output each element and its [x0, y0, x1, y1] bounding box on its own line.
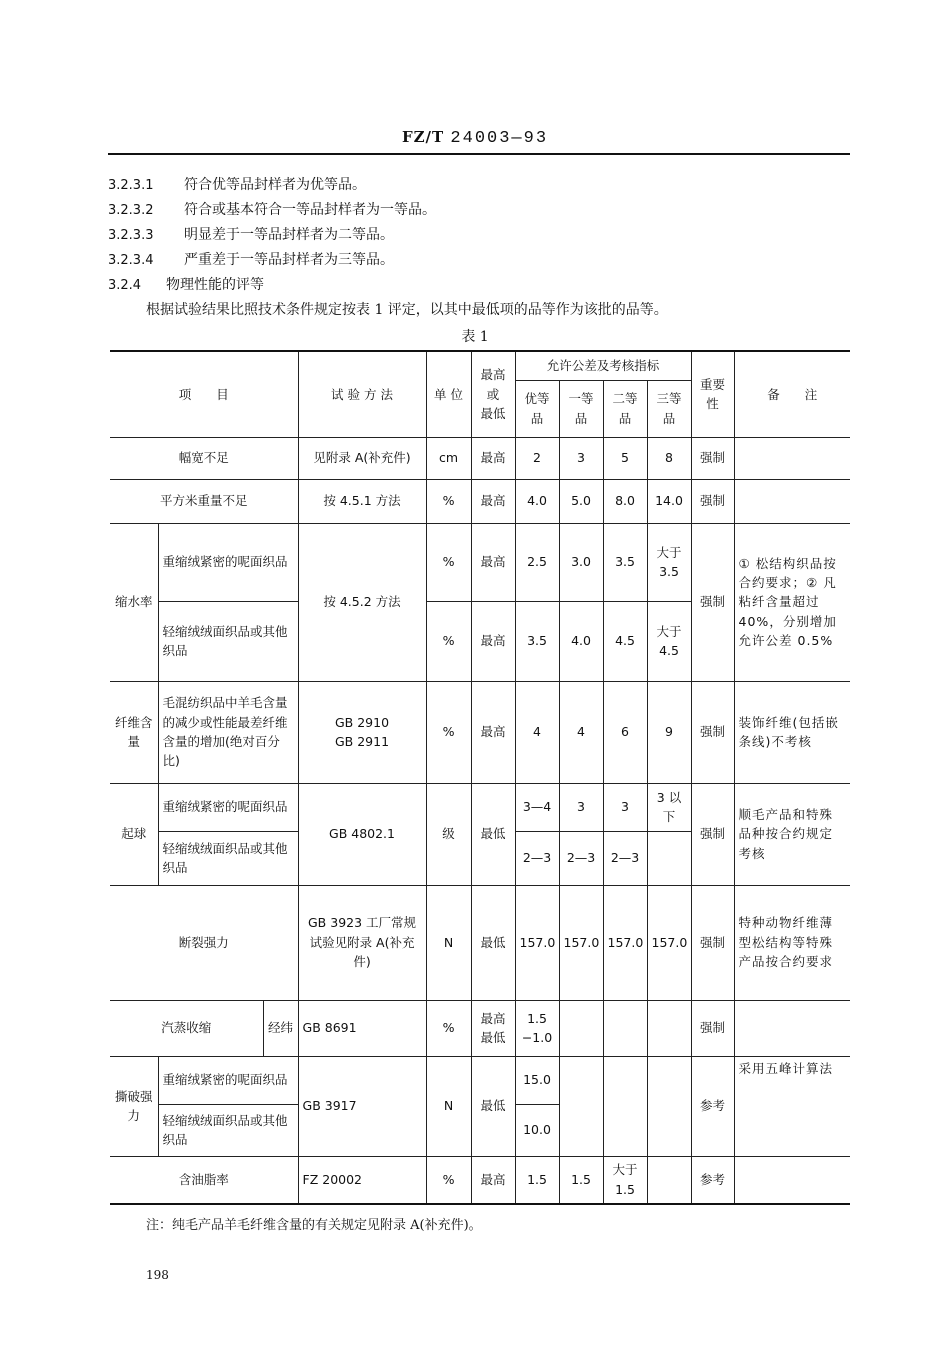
table-row: 轻缩绒绒面织品或其他织品 2—3 2—3 2—3 — [110, 831, 850, 885]
clause-3-2-4: 3.2.4 物理性能的评等 — [108, 277, 264, 293]
clause-3-2-3-2: 3.2.3.2 符合或基本符合一等品封样者为一等品。 — [108, 202, 436, 218]
table-row: 轻缩绒绒面织品或其他织品 10.0 — [110, 1104, 850, 1156]
table-row: 缩水率 重缩绒紧密的呢面织品 按 4.5.2 方法 % 最高 2.5 3.0 3.5 大于 3.5 强制 ① 松结构织品按合约要求；② 凡粘纤含量超过 40%，分别增加允许公差 0.5% — [110, 523, 850, 601]
table-row: 轻缩绒绒面织品或其他织品 % 最高 3.5 4.0 4.5 大于 4.5 — [110, 601, 850, 681]
table-row: 含油脂率 FZ 20002 % 最高 1.5 1.5 大于 1.5 参考 — [110, 1156, 850, 1204]
standard-prefix: FZ/T — [401, 128, 445, 146]
header-unit: 单 位 — [426, 351, 471, 437]
clause-3-2-3-3: 3.2.3.3 明显差于一等品封样者为二等品。 — [108, 227, 394, 243]
table-row: 纤维含量 毛混纺织品中羊毛含量的减少或性能最差纤维含量的增加(绝对百分比) GB 2910 GB 2911 % 最高 4 4 6 9 强制 装饰纤维(包括嵌条线)不考核 — [110, 681, 850, 783]
clause-3-2-3-1: 3.2.3.1 符合优等品封样者为优等品。 — [108, 177, 366, 193]
header-grade-second: 二等品 — [603, 380, 647, 437]
table-row: 幅宽不足 见附录 A(补充件) cm 最高 2 3 5 8 强制 — [110, 437, 850, 479]
header-item: 项 目 — [110, 351, 298, 437]
header-remark: 备 注 — [734, 351, 850, 437]
header-grade-first: 一等品 — [559, 380, 603, 437]
physical-property-table — [110, 350, 850, 1205]
header-row — [110, 351, 850, 380]
clause-3-2-3-4: 3.2.3.4 严重差于一等品封样者为三等品。 — [108, 252, 394, 268]
table-footnote: 注：纯毛产品羊毛纤维含量的有关规定见附录 A(补充件)。 — [146, 1218, 482, 1233]
header-importance: 重要性 — [691, 351, 734, 437]
header-method: 试 验 方 法 — [298, 351, 426, 437]
table-row: 撕破强力 重缩绒紧密的呢面织品 GB 3917 N 最低 15.0 参考 采用五峰计算法 — [110, 1056, 850, 1104]
table-row: 起球 重缩绒紧密的呢面织品 GB 4802.1 级 最低 3—4 3 3 3 以下 强制 顺毛产品和特殊品种按合约规定考核 — [110, 783, 850, 831]
page-number: 198 — [146, 1268, 169, 1282]
standard-number: 24003—93 — [450, 129, 549, 148]
table-row: 汽蒸收缩 经纬 GB 8691 % 最高 最低 1.5 −1.0 强制 — [110, 1000, 850, 1056]
table-row: 断裂强力 GB 3923 工厂常规试验见附录 A(补充件) N 最低 157.0 157.0 157.0 157.0 强制 特种动物纤维薄型松结构等特殊产品按合约要求 — [110, 885, 850, 1000]
table-caption: 表 1 — [461, 329, 489, 345]
document-header — [0, 128, 950, 148]
header-grade-premium: 优等品 — [515, 380, 559, 437]
table-row: 平方米重量不足 按 4.5.1 方法 % 最高 4.0 5.0 8.0 14.0 强制 — [110, 479, 850, 523]
header-limit: 最高 或 最低 — [471, 351, 515, 437]
header-tolerance: 允许公差及考核指标 — [515, 351, 691, 380]
header-rule — [108, 153, 850, 155]
header-grade-third: 三等品 — [647, 380, 691, 437]
intro-paragraph: 根据试验结果比照技术条件规定按表 1 评定，以其中最低项的品等作为该批的品等。 — [146, 302, 668, 318]
